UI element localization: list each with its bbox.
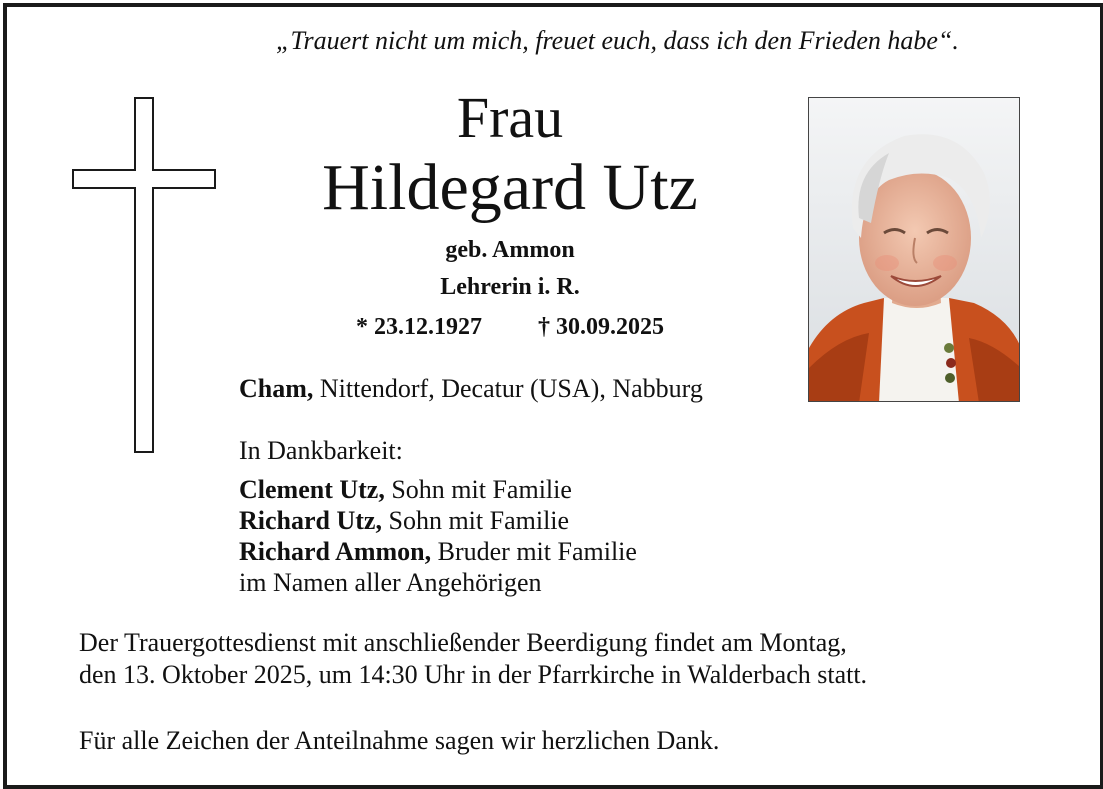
- life-dates: [260, 312, 760, 342]
- closing-thanks: Für alle Zeichen der Anteilnahme sagen wir herzlichen Dank.: [79, 726, 720, 755]
- death-date: † 30.09.2025: [538, 314, 664, 340]
- mourner-entry: [239, 536, 637, 567]
- service-line-2: den 13. Oktober 2025, um 14:30 Uhr in der Pfarrkirche in Walderbach statt.: [79, 660, 868, 689]
- born-name: geb. Ammon: [445, 237, 575, 263]
- service-info: [79, 627, 867, 691]
- quote: „Trauert nicht um mich, freuet euch, dass ich den Frieden habe“.: [276, 26, 959, 55]
- mourner-relation: Sohn mit Familie: [381, 506, 570, 535]
- mourner-name: Clement Utz,: [239, 475, 385, 504]
- places: [239, 373, 703, 404]
- mourner-entry: [239, 505, 637, 536]
- mourner-name: Richard Ammon,: [239, 537, 432, 566]
- mourners-list: [239, 474, 637, 598]
- profession: Lehrerin i. R.: [440, 274, 580, 300]
- places-main: Cham,: [239, 374, 314, 403]
- deceased-name: Hildegard Utz: [322, 151, 698, 224]
- portrait-photo: [808, 97, 1020, 402]
- mourner-entry: [239, 474, 637, 505]
- birth-date: * 23.12.1927: [356, 314, 482, 340]
- places-rest: Nittendorf, Decatur (USA), Nabburg: [313, 374, 703, 403]
- mourner-relation: Sohn mit Familie: [384, 475, 572, 504]
- mourner-name: Richard Utz,: [239, 506, 382, 535]
- service-line-1: Der Trauergottesdienst mit anschließender Beerdigung findet am Montag,: [79, 628, 847, 657]
- salutation: Frau: [456, 85, 564, 150]
- thanks-label: In Dankbarkeit:: [239, 436, 403, 465]
- on-behalf: im Namen aller Angehörigen: [239, 568, 542, 597]
- mourner-relation: Bruder mit Familie: [431, 537, 637, 566]
- cross-icon: [72, 97, 216, 453]
